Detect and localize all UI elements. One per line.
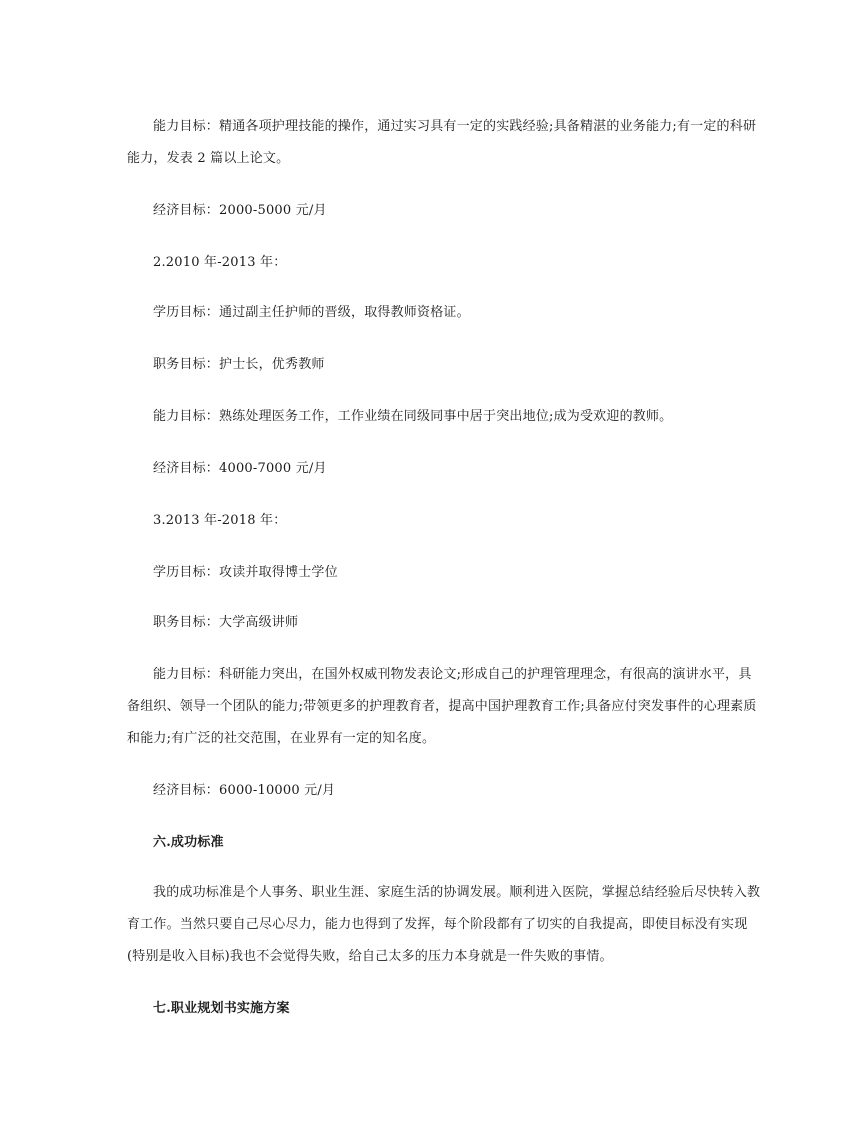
paragraph-line: 经济目标：2000-5000 元/月 <box>153 203 327 218</box>
paragraph-line: 学历目标：通过副主任护师的晋级，取得教师资格证。 <box>153 305 470 320</box>
paragraph-line: 能力目标：科研能力突出，在国外权威刊物发表论文;形成自己的护理管理理念，有很高的演讲水平，具 <box>153 667 752 682</box>
section-heading: 六.成功标准 <box>153 835 224 850</box>
paragraph-line: 我的成功标准是个人事务、职业生涯、家庭生活的协调发展。顺利进入医院，掌握总结经验后尽快转入教 <box>153 885 761 900</box>
paragraph-line: 能力，发表 2 篇以上论文。 <box>127 151 290 166</box>
paragraph-line: 育工作。当然只要自己尽心尽力，能力也得到了发挥，每个阶段都有了切实的自我提高，即使目标没有实现 <box>127 917 748 932</box>
paragraph-line: 学历目标：攻读并取得博士学位 <box>153 565 338 580</box>
paragraph-line: 能力目标：熟练处理医务工作，工作业绩在同级同事中居于突出地位;成为受欢迎的教师。 <box>153 409 673 424</box>
paragraph-line: 职务目标：护士长，优秀教师 <box>153 357 325 372</box>
paragraph-line: 备组织、领导一个团队的能力;带领更多的护理教育者，提高中国护理教育工作;具备应付突发事件的心理素质 <box>127 699 757 714</box>
paragraph-line: 经济目标：6000-10000 元/月 <box>153 783 336 798</box>
paragraph-line: 能力目标：精通各项护理技能的操作，通过实习具有一定的实践经验;具备精湛的业务能力;有一定的科研 <box>153 119 757 134</box>
section-subheading: 2.2010 年-2013 年： <box>153 255 287 270</box>
paragraph-line: 和能力;有广泛的社交范围，在业界有一定的知名度。 <box>127 731 436 746</box>
paragraph-line: 经济目标：4000-7000 元/月 <box>153 461 327 476</box>
section-heading: 七.职业规划书实施方案 <box>153 1001 290 1016</box>
paragraph-line: (特别是收入目标)我也不会觉得失败，给自己太多的压力本身就是一件失败的事情。 <box>127 949 613 964</box>
section-subheading: 3.2013 年-2018 年： <box>153 513 287 528</box>
paragraph-line: 职务目标：大学高级讲师 <box>153 615 299 630</box>
